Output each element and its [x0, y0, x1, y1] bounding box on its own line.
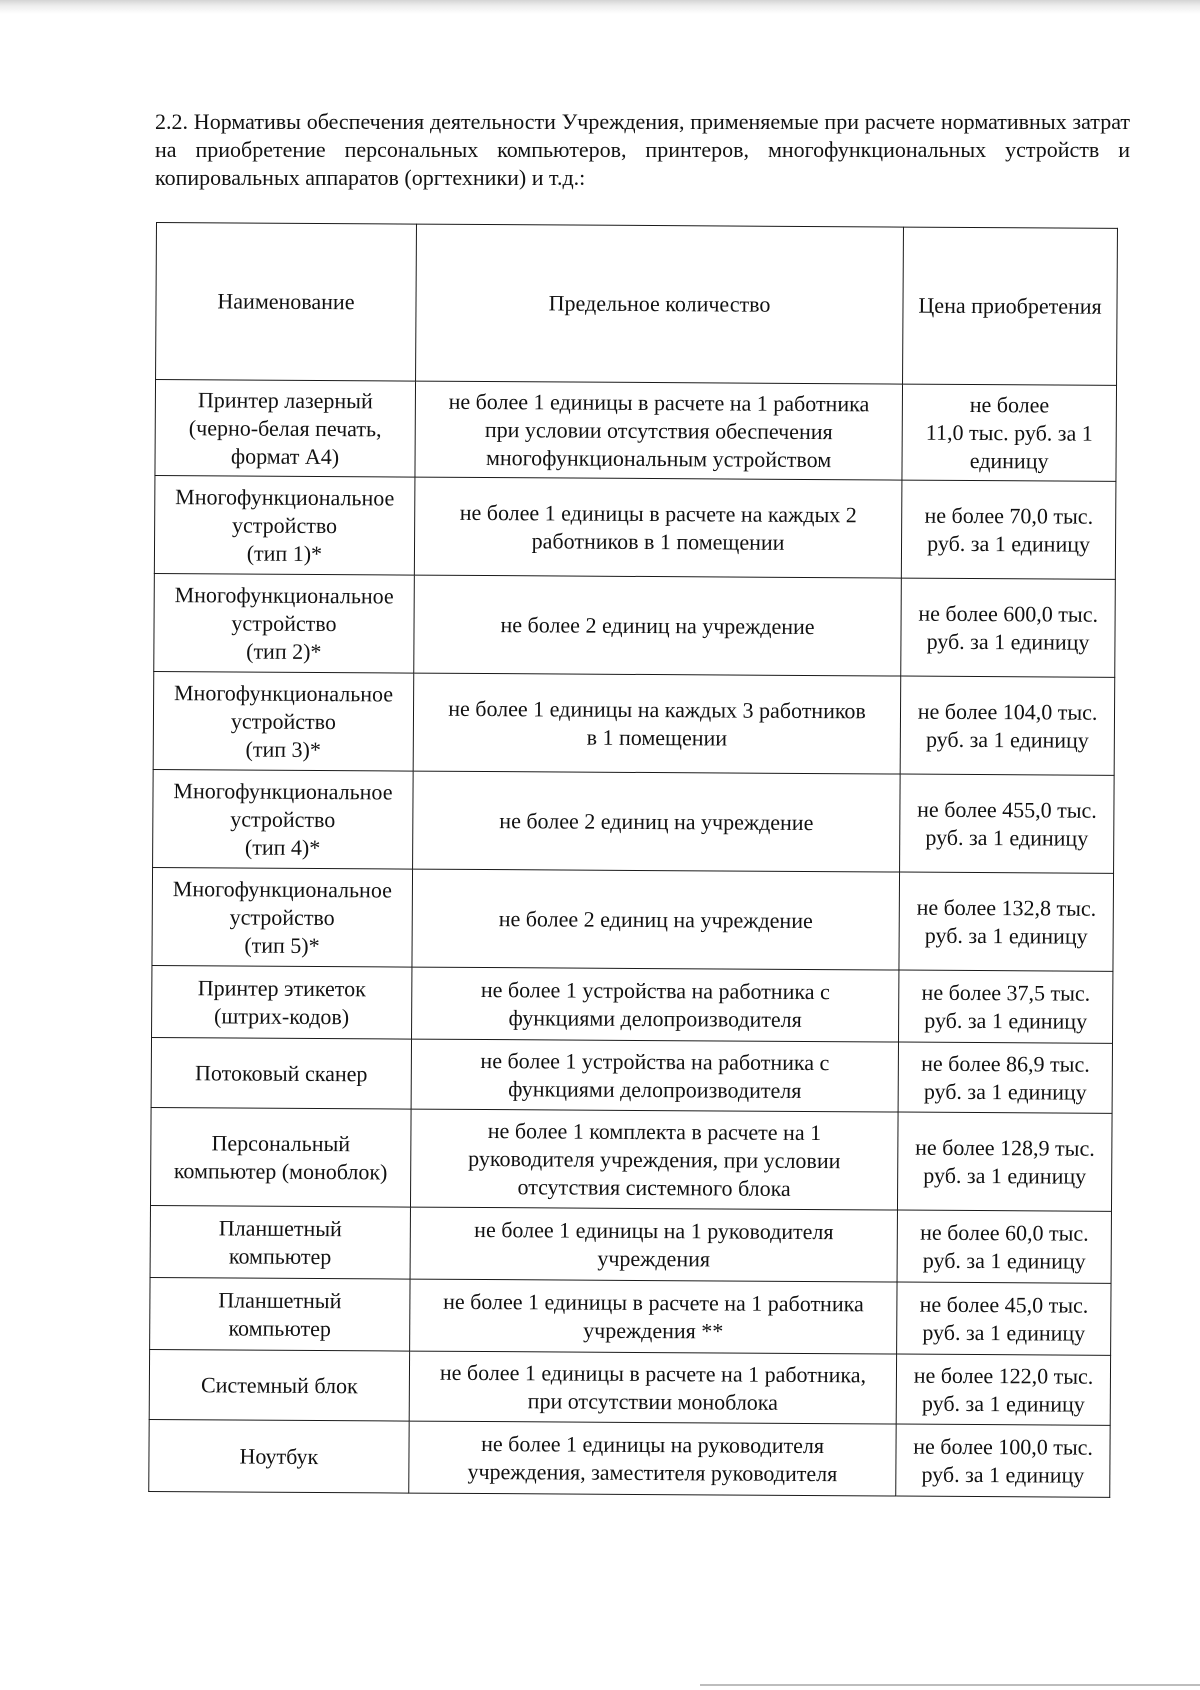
table-row [150, 1277, 1111, 1355]
cell-name: Многофункциональное устройство (тип 5)* [152, 867, 413, 967]
cell-quantity: не более 1 единицы в расчете на 1 работника учреждения ** [410, 1279, 898, 1354]
cell-quantity: не более 1 устройства на работника с функциями делопроизводителя [411, 1039, 899, 1112]
cell-quantity: не более 1 единицы в расчете на каждых 2 работников в 1 помещении [414, 477, 902, 578]
cell-quantity: не более 2 единиц на учреждение [412, 771, 900, 872]
cell-name: Принтер этикеток (штрих-кодов) [152, 965, 412, 1039]
table-row [154, 573, 1116, 677]
cell-quantity: не более 1 единицы на каждых 3 работников в 1 помещении [413, 673, 901, 774]
cell-price: не более 86,9 тыс. руб. за 1 единицу [898, 1042, 1112, 1113]
cell-price: не более 600,0 тыс. руб. за 1 единицу [901, 578, 1115, 677]
scan-edge-top [0, 0, 1200, 14]
table-row [152, 965, 1113, 1043]
cell-name: Многофункциональное устройство (тип 2)* [154, 573, 415, 673]
cell-price: не более 37,5 тыс. руб. за 1 единицу [899, 970, 1113, 1043]
table-row [149, 1419, 1110, 1497]
intro-paragraph: 2.2. Нормативы обеспечения деятельности Учреждения, применяемые при расчете нормативных затрат на приобретение персональных компьютеров, принтеров, многофункциональных устройств и копировальных аппаратов (оргтехники) и т.д.: [155, 109, 1130, 190]
cell-name: Многофункциональное устройство (тип 4)* [153, 769, 414, 869]
header-name: Наименование [156, 223, 417, 382]
table-row [150, 1205, 1111, 1283]
cell-quantity: не более 1 единицы в расчете на 1 работника, при отсутствии моноблока [409, 1351, 897, 1424]
cell-price: не более 70,0 тыс. руб. за 1 единицу [902, 480, 1116, 579]
cell-name: Многофункциональное устройство (тип 1)* [154, 475, 415, 575]
norms-table [148, 222, 1118, 1498]
cell-quantity: не более 2 единиц на учреждение [414, 575, 902, 676]
cell-price: не более 100,0 тыс. руб. за 1 единицу [896, 1424, 1110, 1497]
table-row [150, 1107, 1112, 1211]
table-header-row [156, 223, 1118, 386]
cell-quantity: не более 1 единицы в расчете на 1 работника при условии отсутствия обеспечения многофункциональным устройством [415, 381, 903, 480]
table-row [155, 380, 1117, 482]
cell-price: не более 128,9 тыс. руб. за 1 единицу [898, 1112, 1112, 1211]
cell-quantity: не более 1 комплекта в расчете на 1 руководителя учреждения, при условии отсутствия системного блока [410, 1109, 898, 1210]
table-row [154, 475, 1116, 579]
cell-price: не более 122,0 тыс. руб. за 1 единицу [896, 1354, 1110, 1425]
cell-name: Системный блок [149, 1349, 409, 1421]
cell-price: не более 455,0 тыс. руб. за 1 единицу [900, 774, 1114, 873]
cell-price: не более 11,0 тыс. руб. за 1 единицу [902, 384, 1116, 481]
table-row [153, 769, 1115, 873]
cell-quantity: не более 1 единицы на 1 руководителя учреждения [410, 1207, 898, 1282]
cell-name: Потоковый сканер [151, 1037, 411, 1109]
cell-name: Ноутбук [149, 1419, 409, 1493]
cell-price: не более 45,0 тыс. руб. за 1 единицу [897, 1282, 1111, 1355]
cell-price: не более 60,0 тыс. руб. за 1 единицу [897, 1210, 1111, 1283]
cell-price: не более 104,0 тыс. руб. за 1 единицу [900, 676, 1114, 775]
cell-name: Принтер лазерный (черно-белая печать, формат А4) [155, 380, 415, 478]
cell-name: Планшетный компьютер [150, 1205, 410, 1279]
table-body [149, 380, 1117, 1498]
cell-name: Персональный компьютер (моноблок) [150, 1107, 411, 1207]
scan-edge-bottom [700, 1684, 1200, 1686]
table-row [152, 867, 1114, 971]
header-price: Цена приобретения [903, 227, 1118, 385]
cell-quantity: не более 1 устройства на работника с функциями делопроизводителя [411, 967, 899, 1042]
cell-name: Планшетный компьютер [150, 1277, 410, 1351]
cell-name: Многофункциональное устройство (тип 3)* [153, 671, 414, 771]
header-quantity: Предельное количество [415, 224, 903, 384]
table-row [149, 1349, 1110, 1425]
cell-quantity: не более 1 единицы на руководителя учреждения, заместителя руководителя [409, 1421, 897, 1496]
cell-quantity: не более 2 единиц на учреждение [412, 869, 900, 970]
table-row [151, 1037, 1112, 1113]
table-row [153, 671, 1115, 775]
cell-price: не более 132,8 тыс. руб. за 1 единицу [899, 872, 1113, 971]
